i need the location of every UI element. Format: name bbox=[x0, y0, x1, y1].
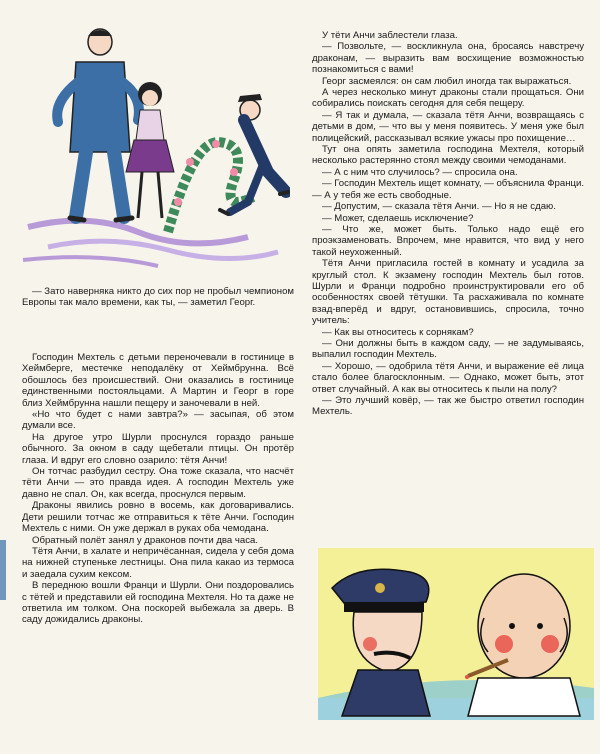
paragraph: В переднюю вошли Франци и Шурли. Они поздоровались с тётей и представили ей господина Мехтеля. Но та даже не ответила им толком. Она поскорей выбежала за дверь. В саду дожидались драконы. bbox=[22, 580, 294, 626]
paragraph: Тут она опять заметила господина Мехтеля, который несколько растерянно стоял между своими чемоданами. bbox=[312, 144, 584, 167]
text-column-right bbox=[312, 30, 584, 418]
paragraph: Тётя Анчи, в халате и непричёсанная, сидела у себя дома на нижней ступеньке лестницы. Она пила какао из термоса и заедала сухим кексом. bbox=[22, 545, 294, 580]
paragraph: У тёти Анчи заблестели глаза. bbox=[322, 30, 458, 41]
paragraph: — Что же, может быть. Только надо ещё его проэкзаменовать. Впрочем, мне нравится, что вид у него такой неухоженный. bbox=[312, 223, 584, 258]
paragraph: Он тотчас разбудил сестру. Она тоже сказала, что насчёт тёти Анчи — это правда идея. А господин Мехтель уже давно не спал. Он, как всегда, проснулся первым. bbox=[22, 466, 294, 500]
page-edge-mark bbox=[0, 540, 8, 600]
paragraph: Обратный полёт занял у драконов почти два часа. bbox=[32, 534, 259, 546]
paragraph: А через несколько минут драконы стали прощаться. Они собирались поискать сегодня для себя пещеру. bbox=[312, 87, 584, 110]
paragraph: — Я так и думала, — сказала тётя Анчи, возвращаясь с детьми в дом, — что вы у меня появитесь. У меня уже был полицейский, рассказывал всякие ужасы про похищение… bbox=[312, 109, 584, 144]
paragraph: — Хорошо, — одобрила тётя Анчи, и выражение её лица стало более благосклонным. — Однако, может быть, этот ответ случайный. А как вы относитесь к пыли на полу? bbox=[312, 360, 584, 395]
paragraph: «Но что будет с нами завтра?» — засыпая, об этом думали все. bbox=[22, 409, 294, 432]
paragraph: — А с ним что случилось? — спросила она. bbox=[322, 166, 518, 178]
paragraph: Георг засмеялся: он сам любил иногда так выражаться. bbox=[322, 75, 572, 87]
paragraph: — Они должны быть в каждом саду, — не задумываясь, выпалил господин Мехтель. bbox=[312, 337, 584, 361]
paragraph: На другое утро Шурли проснулся гораздо раньше обычного. За окном в саду щебетали птицы. Он протёр глаза. И вдруг его словно озарило: тётя Анчи! bbox=[22, 431, 294, 466]
illustration-two-faces bbox=[318, 548, 594, 720]
paragraph: — Допустим, — сказала тётя Анчи. — Но я не сдаю. bbox=[322, 201, 556, 213]
illustration-garland-scene bbox=[18, 22, 290, 272]
paragraph: — Зато наверняка никто до сих пор не пробыл чемпионом Европы так мало времени, как ты, — заметил Георг. bbox=[22, 286, 294, 309]
paragraph: — Позвольте, — воскликнула она, бросаясь навстречу драконам, — выразить вам восхищение возможностью познакомиться с вами! bbox=[312, 41, 584, 76]
paragraph: — Может, сделаешь исключение? bbox=[322, 212, 474, 224]
paragraph: Господин Мехтель с детьми переночевали в гостинице в Хеймберге, местечке неподалёку от Хеймбрунна. Всё обошлось без происшествий. Они оказались в гостинице единственными постояльцами. А Мартин и Георг в горе близ Хеймбрунна нашли пещеру и заночевали в ней. bbox=[22, 352, 294, 409]
paragraph: Драконы явились ровно в восемь, как договаривались. Дети решили тотчас же отправиться к тёте Анчи. Господин Мехтель с ними. Он уже держал в руках оба чемодана. bbox=[22, 500, 294, 535]
text-column-left-top bbox=[22, 286, 294, 309]
paragraph: — Это лучший ковёр, — так же быстро ответил господин Мехтель. bbox=[312, 395, 584, 418]
paragraph: Тётя Анчи пригласила гостей в комнату и усадила за круглый стол. К экзамену господин Мехтель был готов. Шурли и Франци подробно проинструктировали его об особенностях своей тётушки. Та расхаживала по комнате взад-вперёд и вдруг, остановившись, спросила, точно учитель: bbox=[312, 258, 584, 327]
text-column-left bbox=[22, 352, 294, 626]
paragraph: — Как вы относитесь к сорнякам? bbox=[322, 326, 474, 338]
paragraph: — Господин Мехтель ищет комнату, — объяснила Франци. — А у тебя же есть свободные. bbox=[312, 178, 585, 201]
